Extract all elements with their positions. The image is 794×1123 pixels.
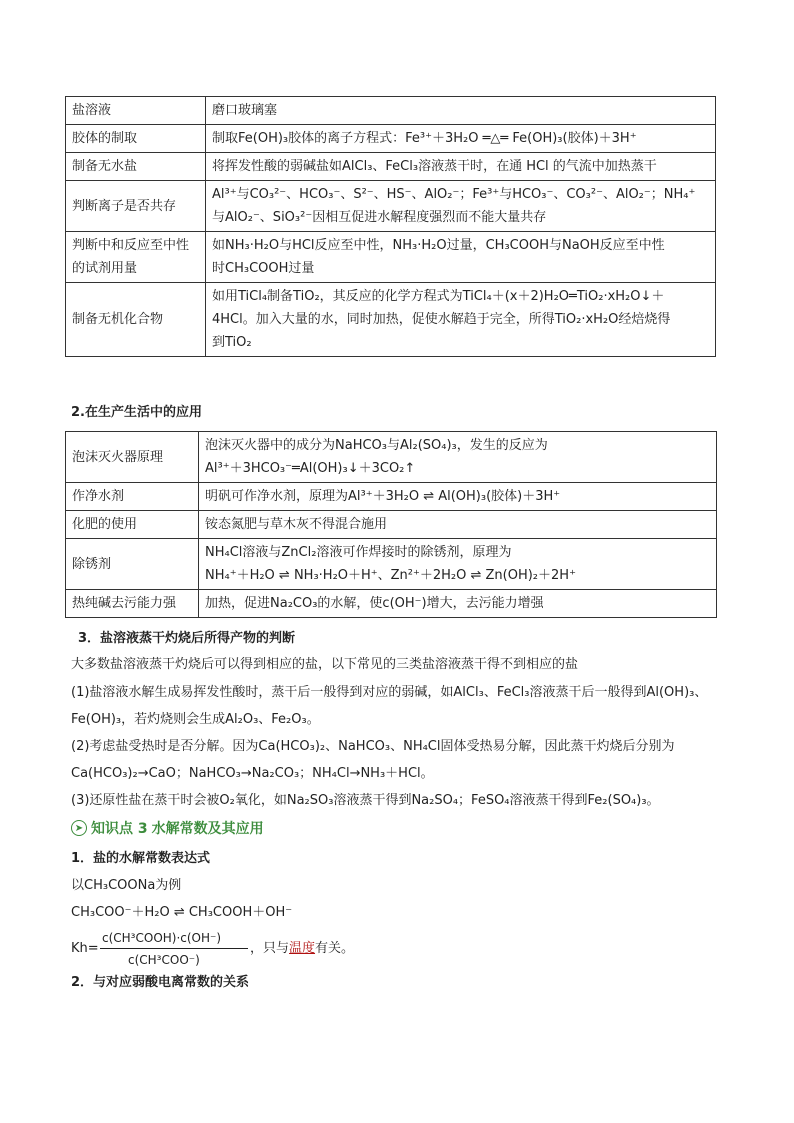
table-row: [66, 125, 716, 153]
content-line: 4HCl。加入大量的水，同时加热，促使水解趋于完全，所得TiO₂·xH₂O经焙烧得: [212, 312, 671, 327]
paragraph: (3)还原性盐在蒸干时会被O₂氧化，如Na₂SO₃溶液蒸干得到Na₂SO₄；FeSO₄溶液蒸干得到Fe₂(SO₄)₃。: [71, 793, 660, 808]
table-row: [66, 590, 717, 618]
row-label: 化肥的使用: [66, 511, 199, 539]
table-row: [66, 539, 717, 590]
kh-note-a: ，只与: [250, 941, 290, 956]
paragraph: Fe(OH)₃，若灼烧则会生成Al₂O₃、Fe₂O₃。: [71, 712, 320, 727]
content-line: Al³⁺＋3HCO₃⁻═Al(OH)₃↓＋3CO₂↑: [205, 461, 416, 476]
table-row: [66, 181, 716, 232]
paragraph: 大多数盐溶液蒸干灼烧后可以得到相应的盐，以下常见的三类盐溶液蒸干得不到相应的盐: [71, 657, 579, 672]
knowledge-point-title: 水解常数及其应用: [151, 821, 264, 837]
fraction-bar: [100, 948, 248, 949]
row-label: 胶体的制取: [66, 125, 206, 153]
row-content: 明矾可作净水剂，原理为Al³⁺＋3H₂O ⇌ Al(OH)₃(胶体)＋3H⁺: [199, 483, 717, 511]
row-label: 热纯碱去污能力强: [66, 590, 199, 618]
knowledge-point-label: 知识点 3: [91, 821, 148, 837]
row-content: 磨口玻璃塞: [206, 97, 716, 125]
content-line: NH₄⁺＋H₂O ⇌ NH₃·H₂O＋H⁺、Zn²⁺＋2H₂O ⇌ Zn(OH)₂＋2H⁺: [205, 568, 576, 583]
content-line: Al³⁺与CO₃²⁻、HCO₃⁻、S²⁻、HS⁻、AlO₂⁻；Fe³⁺与HCO₃⁻、CO₃²⁻、AlO₂⁻；NH₄⁺: [212, 187, 696, 202]
row-content: [206, 232, 716, 283]
row-content: 铵态氮肥与草木灰不得混合施用: [199, 511, 717, 539]
content-line: 与AlO₂⁻、SiO₃²⁻因相互促进水解程度强烈而不能大量共存: [212, 210, 547, 225]
kh-symbol: Kh=: [71, 941, 99, 956]
row-label: 制备无水盐: [66, 153, 206, 181]
subsection-1-heading: 1．盐的水解常数表达式: [71, 851, 211, 866]
row-label: 判断离子是否共存: [66, 181, 206, 232]
knowledge-point-heading: [71, 818, 264, 838]
example-line: 以CH₃COONa为例: [71, 878, 182, 893]
paragraph: Ca(HCO₃)₂→CaO；NaHCO₃→Na₂CO₃；NH₄Cl→NH₃＋HCl。: [71, 766, 434, 781]
row-content: [206, 283, 716, 357]
row-label: 盐溶液: [66, 97, 206, 125]
content-line: NH₄Cl溶液与ZnCl₂溶液可作焊接时的除锈剂，原理为: [205, 545, 512, 560]
application-table-2: [65, 431, 717, 618]
row-content: [206, 181, 716, 232]
paragraph: (2)考虑盐受热时是否分解。因为Ca(HCO₃)₂、NaHCO₃、NH₄Cl固体受热易分解，因此蒸干灼烧后分别为: [71, 739, 675, 754]
row-content: 制取Fe(OH)₃胶体的离子方程式：Fe³⁺＋3H₂O ═△═ Fe(OH)₃(胶体)＋3H⁺: [206, 125, 716, 153]
content-line: 如NH₃·H₂O与HCl反应至中性，NH₃·H₂O过量，CH₃COOH与NaOH反应至中性: [212, 238, 665, 253]
paragraph: (1)盐溶液水解生成易挥发性酸时，蒸干后一般得到对应的弱碱，如AlCl₃、FeCl₃溶液蒸干后一般得到Al(OH)₃、: [71, 685, 708, 700]
row-label: 除锈剂: [66, 539, 199, 590]
kh-denominator: c(CH³COO⁻): [128, 953, 200, 967]
kh-note-c: 有关。: [315, 941, 355, 956]
section-2-heading: 2.在生产生活中的应用: [71, 405, 202, 420]
row-label: 泡沫灭火器原理: [66, 432, 199, 483]
row-content: 加热，促进Na₂CO₃的水解，使c(OH⁻)增大，去污能力增强: [199, 590, 717, 618]
table-row: [66, 432, 717, 483]
content-line: 泡沫灭火器中的成分为NaHCO₃与Al₂(SO₄)₃，发生的反应为: [205, 438, 548, 453]
arrow-circle-icon: ➤: [71, 820, 87, 836]
row-content: [199, 432, 717, 483]
row-label: 作净水剂: [66, 483, 199, 511]
table-row: [66, 97, 716, 125]
temperature-keyword: 温度: [289, 941, 316, 956]
row-label: 制备无机化合物: [66, 283, 206, 357]
application-table-1: [65, 96, 716, 357]
table-row: [66, 483, 717, 511]
table-row: [66, 283, 716, 357]
content-line: 如用TiCl₄制备TiO₂，其反应的化学方程式为TiCl₄＋(x＋2)H₂O═TiO₂·xH₂O↓＋: [212, 289, 665, 304]
row-label: 判断中和反应至中性的试剂用量: [66, 232, 206, 283]
row-content: [199, 539, 717, 590]
kh-note: [250, 940, 354, 958]
table-row: [66, 232, 716, 283]
subsection-2-heading: 2．与对应弱酸电离常数的关系: [71, 975, 250, 990]
content-line: 到TiO₂: [212, 335, 252, 350]
row-content: 将挥发性酸的弱碱盐如AlCl₃、FeCl₃溶液蒸干时，在通 HCl 的气流中加热蒸干: [206, 153, 716, 181]
content-line: 时CH₃COOH过量: [212, 261, 315, 276]
table-row: [66, 153, 716, 181]
equation-line: CH₃COO⁻＋H₂O ⇌ CH₃COOH＋OH⁻: [71, 905, 293, 920]
section-3-heading: 3．盐溶液蒸干灼烧后所得产物的判断: [78, 631, 296, 646]
table-row: [66, 511, 717, 539]
kh-numerator: c(CH³COOH)·c(OH⁻): [102, 931, 222, 945]
